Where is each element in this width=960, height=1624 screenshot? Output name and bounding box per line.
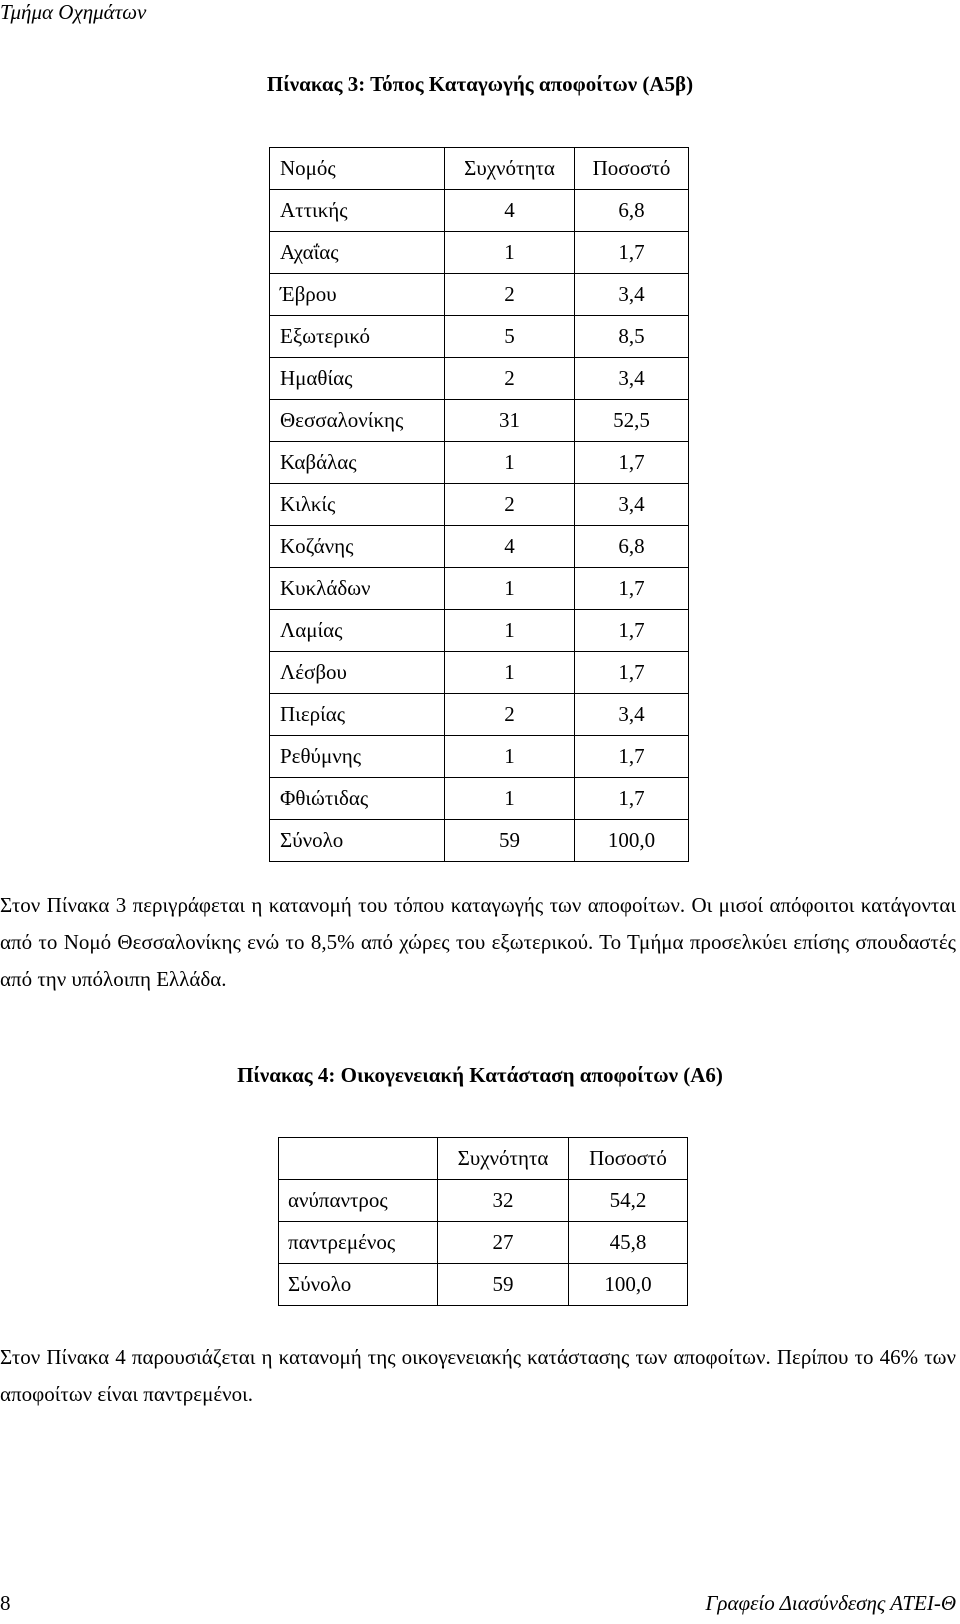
column-header [279,1138,438,1180]
table-cell: 32 [438,1180,569,1222]
table-cell: 27 [438,1222,569,1264]
column-header: Συχνότητα [438,1138,569,1180]
table-cell: Λαμίας [270,610,445,652]
table-row [270,484,689,526]
table-cell: Ρεθύμνης [270,736,445,778]
table-row [270,274,689,316]
running-header: Τμήμα Οχημάτων [0,0,147,24]
table-row [270,400,689,442]
table-cell: Κυκλάδων [270,568,445,610]
table-row [270,736,689,778]
table-cell: 2 [445,694,575,736]
marital-status-table [278,1137,688,1306]
table-3-description: Στον Πίνακα 3 περιγράφεται η κατανομή του τόπου καταγωγής των αποφοίτων. Οι μισοί απόφοιτοι κατάγονται από το Νομό Θεσσαλονίκης ενώ το 8,5% από χώρες του εξωτερικού. Το Τμήμα προσελκύει επίσης σπουδαστές από την υπόλοιπη Ελλάδα. [0,893,956,991]
running-footer: Γραφείο Διασύνδεσης ΑΤΕΙ-Θ [705,1591,956,1615]
origin-table [269,147,689,862]
table-row [279,1264,688,1306]
table-cell: 8,5 [575,316,689,358]
table-cell: 1 [445,652,575,694]
table-cell: 59 [438,1264,569,1306]
table-cell: 1 [445,442,575,484]
table-cell: 4 [445,190,575,232]
table-cell: 54,2 [569,1180,688,1222]
table-cell: 1 [445,610,575,652]
table-cell: Καβάλας [270,442,445,484]
table-row [270,778,689,820]
table-row [270,232,689,274]
table-3-title: Πίνακας 3: Τόπος Καταγωγής αποφοίτων (Α5β) [266,72,694,96]
table-cell: 3,4 [575,358,689,400]
table-row [270,190,689,232]
table-cell: 1,7 [575,232,689,274]
table-cell: Αχαΐας [270,232,445,274]
table-cell: ανύπαντρος [279,1180,438,1222]
table-cell: 100,0 [575,820,689,862]
table-cell: Φθιώτιδας [270,778,445,820]
table-4-title: Πίνακας 4: Οικογενειακή Κατάσταση αποφοίτων (Α6) [237,1063,723,1087]
table-cell: παντρεμένος [279,1222,438,1264]
table-header-row [279,1138,688,1180]
table-cell: 2 [445,274,575,316]
column-header: Ποσοστό [575,148,689,190]
table-cell: 3,4 [575,484,689,526]
table-row [279,1222,688,1264]
table-cell: 1 [445,778,575,820]
table-row [270,358,689,400]
table-cell: 45,8 [569,1222,688,1264]
table-header-row [270,148,689,190]
table-row [270,610,689,652]
table-cell: 1,7 [575,652,689,694]
table-cell: 1,7 [575,610,689,652]
table-row [270,568,689,610]
table-cell: 31 [445,400,575,442]
table-cell: Πιερίας [270,694,445,736]
table-cell: 3,4 [575,694,689,736]
table-cell: Θεσσαλονίκης [270,400,445,442]
column-header: Νομός [270,148,445,190]
table-cell: 2 [445,358,575,400]
column-header: Συχνότητα [445,148,575,190]
table-cell: 1,7 [575,736,689,778]
table-cell: 6,8 [575,526,689,568]
table-cell: 1 [445,736,575,778]
table-row [279,1180,688,1222]
table-cell: 1 [445,568,575,610]
table-row [270,652,689,694]
table-4-description: Στον Πίνακα 4 παρουσιάζεται η κατανομή της οικογενειακής κατάστασης των αποφοίτων. Περίπου το 46% των αποφοίτων είναι παντρεμένοι. [0,1345,956,1406]
table-cell: Έβρου [270,274,445,316]
table-cell: 2 [445,484,575,526]
table-cell: Κιλκίς [270,484,445,526]
table-cell: 1 [445,232,575,274]
page-number: 8 [0,1591,11,1615]
table-cell: 1,7 [575,778,689,820]
table-cell: Σύνολο [270,820,445,862]
table-cell: 1,7 [575,568,689,610]
table-cell: 5 [445,316,575,358]
table-cell: 6,8 [575,190,689,232]
table-row [270,526,689,568]
table-cell: 100,0 [569,1264,688,1306]
table-row [270,820,689,862]
table-cell: Αττικής [270,190,445,232]
table-cell: 4 [445,526,575,568]
table-cell: 3,4 [575,274,689,316]
table-row [270,694,689,736]
table-cell: Λέσβου [270,652,445,694]
column-header: Ποσοστό [569,1138,688,1180]
table-cell: 52,5 [575,400,689,442]
table-cell: Εξωτερικό [270,316,445,358]
table-cell: Ημαθίας [270,358,445,400]
table-cell: 1,7 [575,442,689,484]
table-row [270,442,689,484]
table-cell: Κοζάνης [270,526,445,568]
table-cell: Σύνολο [279,1264,438,1306]
table-row [270,316,689,358]
table-cell: 59 [445,820,575,862]
